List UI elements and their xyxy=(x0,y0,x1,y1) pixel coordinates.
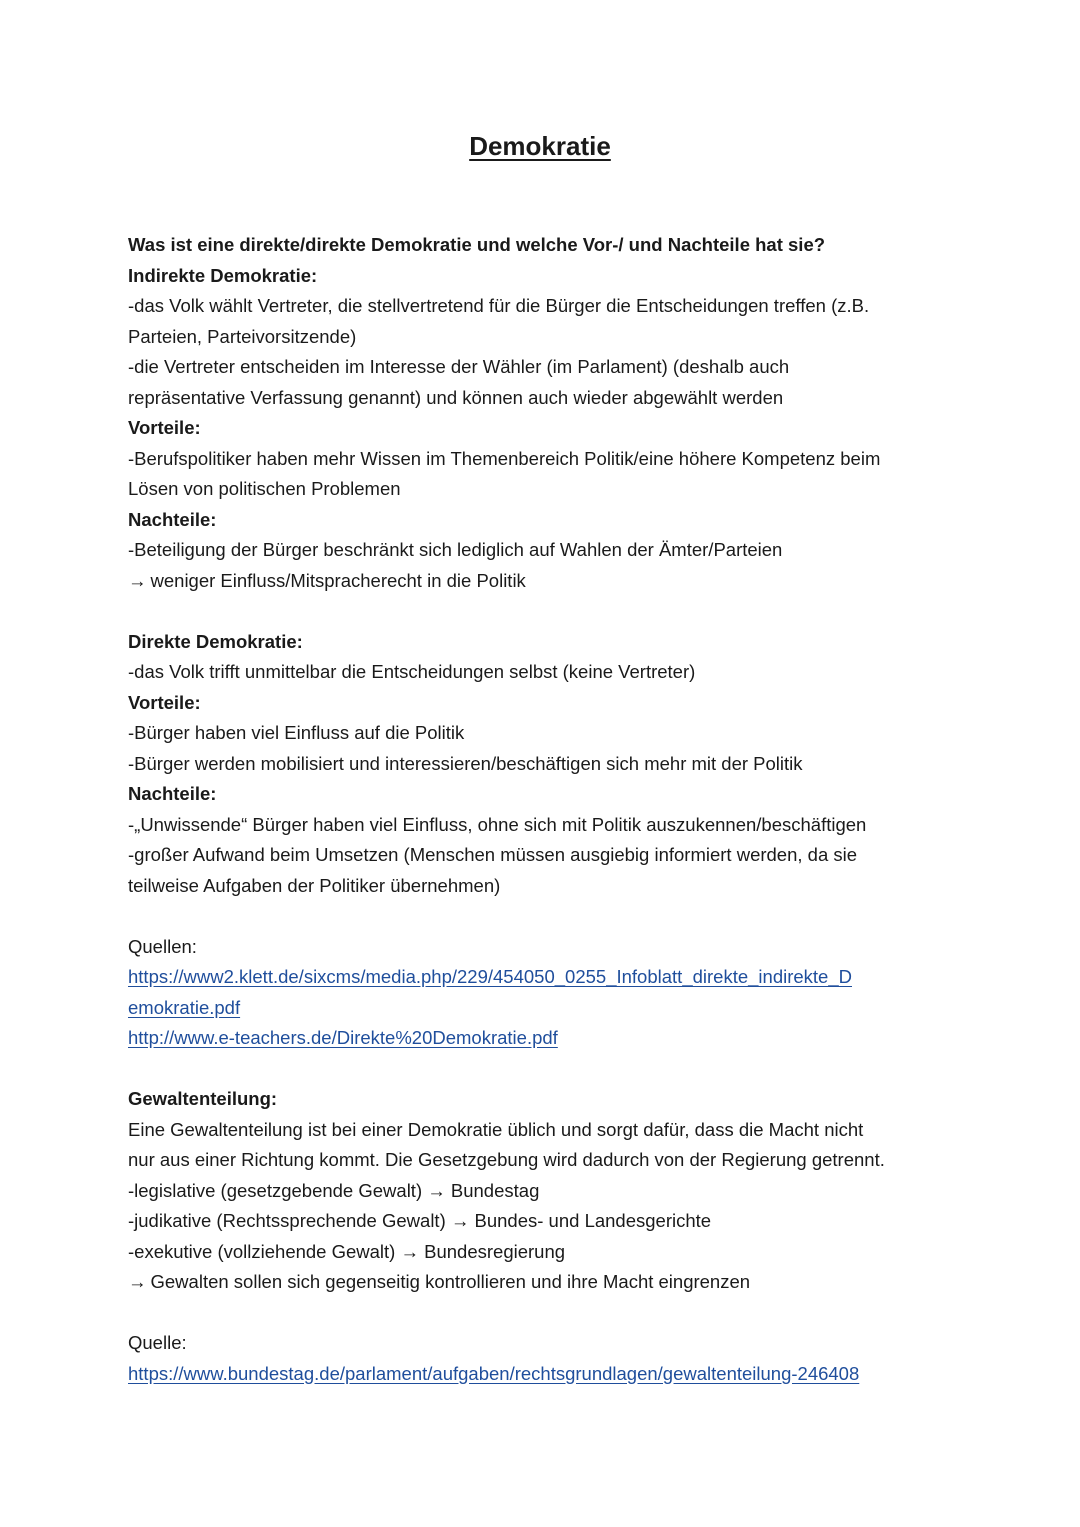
source-link-klett[interactable]: https://www2.klett.de/sixcms/media.php/229/454050_0255_Infoblatt_direkte_indirekte_D xyxy=(128,966,852,987)
direct-cons-heading: Nachteile: xyxy=(128,783,217,804)
arrow-right-icon: → xyxy=(128,569,147,591)
direct-pro-line: -Bürger haben viel Einfluss auf die Politik xyxy=(128,722,465,743)
indirect-desc-line: -das Volk wählt Vertreter, die stellvertretend für die Bürger die Entscheidungen treffen (z.B. xyxy=(128,295,870,316)
source-link-klett-continued[interactable]: emokratie.pdf xyxy=(128,996,241,1018)
separation-item-label: -legislative (gesetzgebende Gewalt) xyxy=(128,1179,423,1201)
document-body xyxy=(128,230,968,1389)
question-heading: Was ist eine direkte/direkte Demokratie und welche Vor-/ und Nachteile hat sie? xyxy=(128,234,826,255)
indirect-desc-line: repräsentative Verfassung genannt) und können auch wieder abgewählt werden xyxy=(128,386,784,408)
direct-heading: Direkte Demokratie: xyxy=(128,630,303,652)
spacer xyxy=(128,1298,968,1329)
direct-con-line: teilweise Aufgaben der Politiker übernehmen) xyxy=(128,874,501,896)
separation-item-judikative xyxy=(128,1206,968,1237)
indirect-cons-heading: Nachteile: xyxy=(128,508,217,530)
sources-label: Quellen: xyxy=(128,935,197,957)
arrow-right-icon: → xyxy=(450,1210,470,1231)
spacer xyxy=(128,596,968,627)
spacer xyxy=(128,1054,968,1085)
separation-item-label: -judikative (Rechtssprechende Gewalt) xyxy=(128,1210,446,1231)
source-label: Quelle: xyxy=(128,1332,187,1353)
separation-conclusion: Gewalten sollen sich gegenseitig kontrollieren und ihre Macht eingrenzen xyxy=(150,1271,751,1292)
indirect-pros-heading: Vorteile: xyxy=(128,417,201,438)
separation-text-line: Eine Gewaltenteilung ist bei einer Demokratie üblich und sorgt dafür, dass die Macht nicht xyxy=(128,1118,864,1140)
separation-conclusion-line xyxy=(128,1267,968,1298)
page-title: Demokratie xyxy=(469,131,611,161)
arrow-right-icon: → xyxy=(128,1271,147,1292)
indirect-desc-line: -die Vertreter entscheiden im Interesse der Wähler (im Parlament) (deshalb auch xyxy=(128,356,790,377)
indirect-con-arrow-line xyxy=(128,566,968,597)
direct-con-line: -„Unwissende“ Bürger haben viel Einfluss, ohne sich mit Politik auszukennen/beschäftigen xyxy=(128,813,867,835)
arrow-right-icon: → xyxy=(427,1179,446,1201)
direct-pros-heading: Vorteile: xyxy=(128,691,201,713)
spacer xyxy=(128,901,968,932)
direct-desc-line: -das Volk trifft unmittelbar die Entscheidungen selbst (keine Vertreter) xyxy=(128,661,696,682)
separation-text-line: nur aus einer Richtung kommt. Die Gesetzgebung wird dadurch von der Regierung getrennt. xyxy=(128,1149,885,1170)
source-link-e-teachers[interactable]: http://www.e-teachers.de/Direkte%20Demokratie.pdf xyxy=(128,1027,558,1048)
separation-heading: Gewaltenteilung: xyxy=(128,1088,278,1109)
direct-pro-line: -Bürger werden mobilisiert und interessieren/beschäftigen sich mehr mit der Politik xyxy=(128,752,803,774)
separation-item-legislative xyxy=(128,1176,968,1207)
separation-item-exekutive xyxy=(128,1237,968,1268)
indirect-pro-line: -Berufspolitiker haben mehr Wissen im Themenbereich Politik/eine höhere Kompetenz beim xyxy=(128,447,881,469)
separation-item-label: -exekutive (vollziehende Gewalt) xyxy=(128,1240,396,1262)
indirect-desc-line: Parteien, Parteivorsitzende) xyxy=(128,325,357,347)
separation-item-target: Bundesregierung xyxy=(424,1240,566,1262)
indirect-con-line: -Beteiligung der Bürger beschränkt sich lediglich auf Wahlen der Ämter/Parteien xyxy=(128,539,783,560)
indirect-heading: Indirekte Demokratie: xyxy=(128,264,318,286)
separation-item-target: Bundestag xyxy=(450,1179,540,1201)
indirect-pro-line: Lösen von politischen Problemen xyxy=(128,478,401,499)
arrow-right-icon: → xyxy=(400,1240,419,1262)
indirect-con-text: weniger Einfluss/Mitspracherecht in die Politik xyxy=(150,569,526,591)
separation-item-target: Bundes- und Landesgerichte xyxy=(474,1210,712,1231)
direct-con-line: -großer Aufwand beim Umsetzen (Menschen müssen ausgiebig informiert werden, da sie xyxy=(128,844,858,865)
source-link-bundestag[interactable]: https://www.bundestag.de/parlament/aufgaben/rechtsgrundlagen/gewaltenteilung-246408 xyxy=(128,1362,860,1384)
